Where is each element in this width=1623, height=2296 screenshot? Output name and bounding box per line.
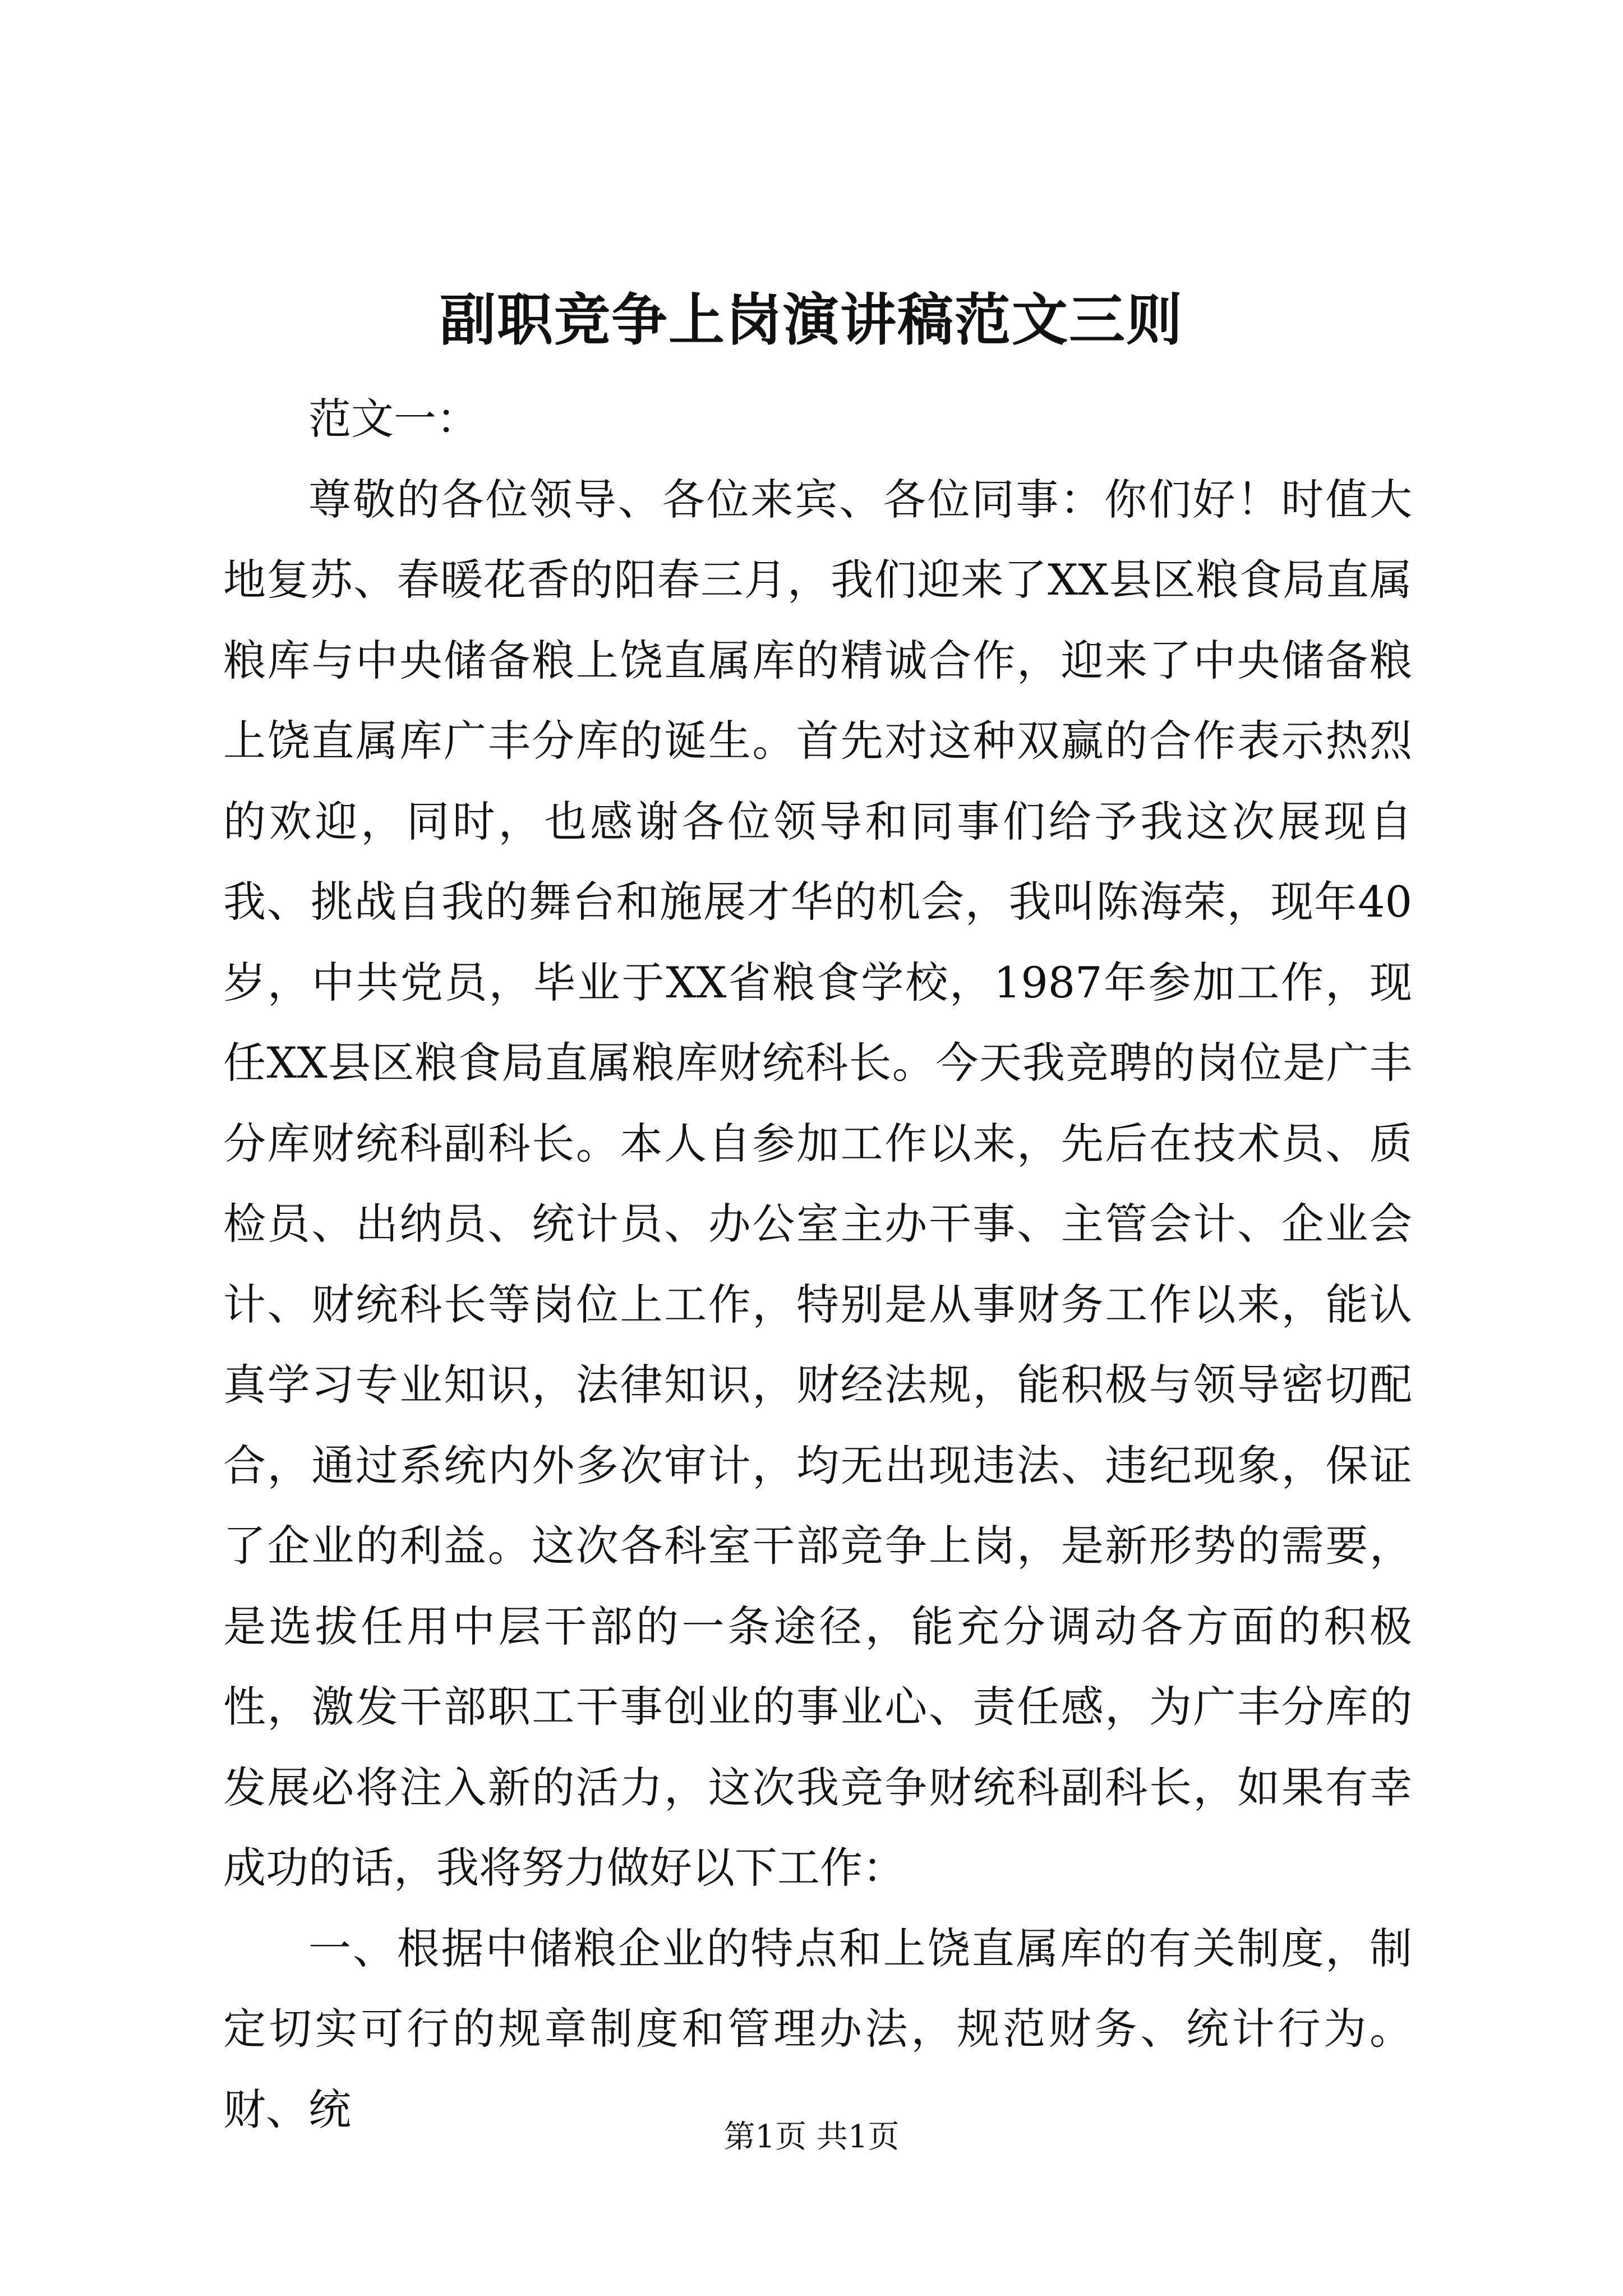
paragraph-heading: 范文一： — [308, 394, 479, 444]
paragraph-speech-intro: 尊敬的各位领导、各位来宾、各位同事：你们好！时值大地复苏、春暖花香的阳春三月，我们迎来了XX县区粮食局直属粮库与中央储备粮上饶直属库的精诚合作，迎来了中央储备粮上饶直属库广丰分库的诞生。首先对这种双赢的合作表示热烈的欢迎，同时，也感谢各位领导和同事们给予我这次展现自我、挑战自我的舞台和施展才华的机会，我叫陈海荣，现年40岁，中共党员，毕业于XX省粮食学校，1987年参加工作，现任XX县区粮食局直属粮库财统科长。今天我竞聘的岗位是广丰分库财统科副科长。本人自参加工作以来，先后在技术员、质检员、出纳员、统计员、办公室主办干事、主管会计、企业会计、财统科长等岗位上工作，特别是从事财务工作以来，能认真学习专业知识，法律知识，财经法规，能积极与领导密切配合，通过系统内外多次审计，均无出现违法、违纪现象，保证了企业的利益。这次各科室干部竞争上岗，是新形势的需要，是选拔任用中层干部的一条途径，能充分调动各方面的积极性，激发干部职工干事创业的事业心、责任感，为广丰分库的发展必将注入新的活力，这次我竞争财统科副科长，如果有幸成功的话，我将努力做好以下工作： — [223, 474, 1412, 1893]
page-footer: 第1页 共1页 — [723, 2119, 900, 2155]
document-body — [223, 379, 1412, 2150]
paragraph-point-one: 一、根据中储粮企业的特点和上饶直属库的有关制度，制定切实可行的规章制度和管理办法，规范财务、统计行为。财、统 — [223, 1923, 1412, 2134]
document-title: 副职竞争上岗演讲稿范文三则 — [440, 287, 1183, 353]
